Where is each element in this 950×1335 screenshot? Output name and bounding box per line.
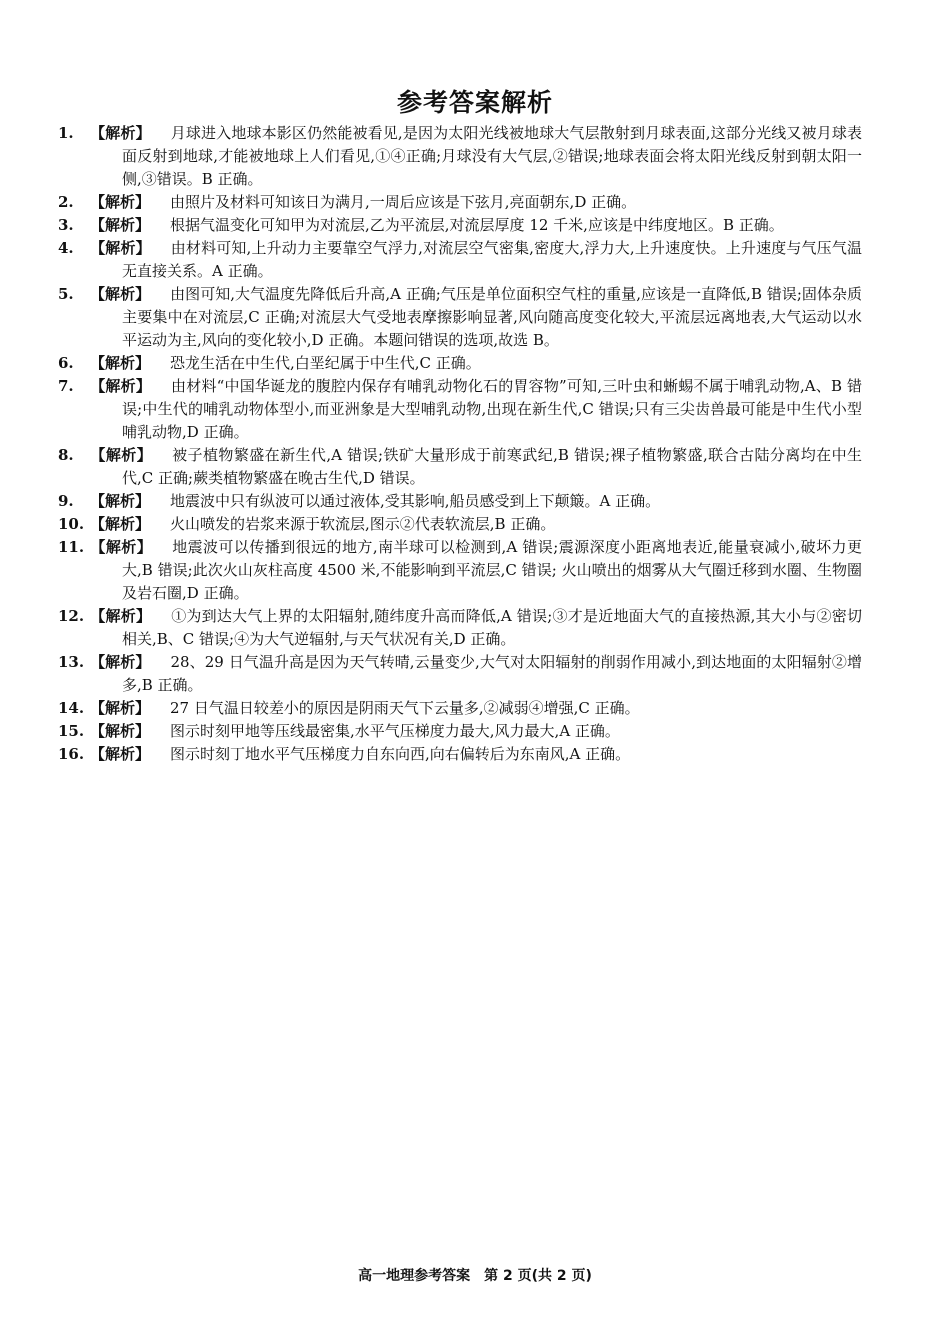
- answer-text: 图示时刻甲地等压线最密集,水平气压梯度力最大,风力最大,A 正确。: [170, 722, 620, 740]
- answer-item-2: 2. 【解析】 由照片及材料可知该日为满月,一周后应该是下弦月,亮面朝东,D 正确。: [58, 193, 637, 211]
- answer-item-15: 15. 【解析】 图示时刻甲地等压线最密集,水平气压梯度力最大,风力最大,A 正确。: [58, 722, 620, 740]
- answer-item-9: 9. 【解析】 地震波中只有纵波可以通过液体,受其影响,船员感受到上下颠簸。A 正确。: [58, 492, 661, 510]
- answer-text: 恐龙生活在中生代,白垩纪属于中生代,C 正确。: [170, 354, 481, 372]
- answer-text: 根据气温变化可知甲为对流层,乙为平流层,对流层厚度 12 千米,应该是中纬度地区。B 正确。: [170, 216, 784, 234]
- analysis-tag: 【解析】: [90, 745, 151, 763]
- answer-item-11: 11. 【解析】 地震波可以传播到很远的地方,南半球可以检测到,A 错误;震源深度小距离地表近,能量衰减小,破坏力更大,B 错误;此次火山灰柱高度 4500 米,不能影响到平流层,C 错误; 火山喷出的烟雾从大气圈迁移到水圈、生物圈及岩石圈,D 正确。: [58, 538, 862, 602]
- analysis-tag: 【解析】: [90, 538, 153, 556]
- answer-item-7: 7. 【解析】 由材料“中国华诞龙的腹腔内保存有哺乳动物化石的胃容物”可知,三叶虫和蜥蜴不属于哺乳动物,A、B 错误;中生代的哺乳动物体型小,而亚洲象是大型哺乳动物,出现在新生代,C 错误;只有三尖齿兽最可能是中生代小型哺乳动物,D 正确。: [58, 377, 862, 441]
- answer-list: [58, 122, 862, 766]
- answer-text: 火山喷发的岩浆来源于软流层,图示②代表软流层,B 正确。: [170, 515, 556, 533]
- answer-text: 图示时刻丁地水平气压梯度力自东向西,向右偏转后为东南风,A 正确。: [170, 745, 631, 763]
- answer-text: 28、29 日气温升高是因为天气转晴,云量变少,大气对太阳辐射的削弱作用减小,到达地面的太阳辐射②增多,B 正确。: [122, 653, 862, 694]
- answer-item-1: 1. 【解析】 月球进入地球本影区仍然能被看见,是因为太阳光线被地球大气层散射到月球表面,这部分光线又被月球表面反射到地球,才能被地球上人们看见,①④正确;月球没有大气层,②错误;地球表面会将太阳光线反射到朝太阳一侧,③错误。B 正确。: [58, 124, 862, 188]
- analysis-tag: 【解析】: [90, 193, 151, 211]
- analysis-tag: 【解析】: [90, 216, 151, 234]
- analysis-tag: 【解析】: [90, 354, 151, 372]
- analysis-tag: 【解析】: [90, 722, 151, 740]
- answer-text: 由图可知,大气温度先降低后升高,A 正确;气压是单位面积空气柱的重量,应该是一直降低,B 错误;固体杂质主要集中在对流层,C 正确;对流层大气受地表摩擦影响显著,风向随高度变化较大,平流层远离地表,大气运动以水平运动为主,风向的变化较小,D 正确。本题问错误的选项,故选 B。: [122, 285, 862, 349]
- analysis-tag: 【解析】: [90, 699, 151, 717]
- answer-text: ①为到达大气上界的太阳辐射,随纬度升高而降低,A 错误;③才是近地面大气的直接热源,其大小与②密切相关,B、C 错误;④为大气逆辐射,与天气状况有关,D 正确。: [122, 607, 862, 648]
- answer-text: 地震波中只有纵波可以通过液体,受其影响,船员感受到上下颠簸。A 正确。: [170, 492, 661, 510]
- analysis-tag: 【解析】: [90, 124, 151, 142]
- answer-item-3: 3. 【解析】 根据气温变化可知甲为对流层,乙为平流层,对流层厚度 12 千米,应该是中纬度地区。B 正确。: [58, 216, 784, 234]
- answer-text: 地震波可以传播到很远的地方,南半球可以检测到,A 错误;震源深度小距离地表近,能量衰减小,破坏力更大,B 错误;此次火山灰柱高度 4500 米,不能影响到平流层,C 错误; 火山喷出的烟雾从大气圈迁移到水圈、生物圈及岩石圈,D 正确。: [122, 538, 862, 602]
- answer-text: 被子植物繁盛在新生代,A 错误;铁矿大量形成于前寒武纪,B 错误;裸子植物繁盛,联合古陆分离均在中生代,C 正确;蕨类植物繁盛在晚古生代,D 错误。: [122, 446, 862, 487]
- answer-item-10: 10. 【解析】 火山喷发的岩浆来源于软流层,图示②代表软流层,B 正确。: [58, 515, 556, 533]
- analysis-tag: 【解析】: [90, 446, 153, 464]
- answer-item-8: 8. 【解析】 被子植物繁盛在新生代,A 错误;铁矿大量形成于前寒武纪,B 错误;裸子植物繁盛,联合古陆分离均在中生代,C 正确;蕨类植物繁盛在晚古生代,D 错误。: [58, 446, 862, 487]
- analysis-tag: 【解析】: [90, 377, 152, 395]
- page-footer: 高一地理参考答案 第 2 页(共 2 页): [358, 1268, 592, 1284]
- answer-text: 由材料“中国华诞龙的腹腔内保存有哺乳动物化石的胃容物”可知,三叶虫和蜥蜴不属于哺乳动物,A、B 错误;中生代的哺乳动物体型小,而亚洲象是大型哺乳动物,出现在新生代,C 错误;只有三尖齿兽最可能是中生代小型哺乳动物,D 正确。: [122, 377, 862, 441]
- answer-item-6: 6. 【解析】 恐龙生活在中生代,白垩纪属于中生代,C 正确。: [58, 354, 481, 372]
- page-title: 参考答案解析: [396, 88, 553, 117]
- answer-text: 由材料可知,上升动力主要靠空气浮力,对流层空气密集,密度大,浮力大,上升速度快。上升速度与气压气温无直接关系。A 正确。: [122, 239, 862, 280]
- analysis-tag: 【解析】: [90, 239, 151, 257]
- answer-text: 月球进入地球本影区仍然能被看见,是因为太阳光线被地球大气层散射到月球表面,这部分光线又被月球表面反射到地球,才能被地球上人们看见,①④正确;月球没有大气层,②错误;地球表面会将太阳光线反射到朝太阳一侧,③错误。B 正确。: [122, 124, 862, 188]
- answer-item-13: 13. 【解析】 28、29 日气温升高是因为天气转晴,云量变少,大气对太阳辐射的削弱作用减小,到达地面的太阳辐射②增多,B 正确。: [58, 653, 862, 694]
- answer-item-12: 12. 【解析】 ①为到达大气上界的太阳辐射,随纬度升高而降低,A 错误;③才是近地面大气的直接热源,其大小与②密切相关,B、C 错误;④为大气逆辐射,与天气状况有关,D 正确。: [58, 607, 862, 648]
- analysis-tag: 【解析】: [90, 285, 151, 303]
- answer-item-16: 16. 【解析】 图示时刻丁地水平气压梯度力自东向西,向右偏转后为东南风,A 正确。: [58, 745, 631, 763]
- analysis-tag: 【解析】: [90, 515, 151, 533]
- answer-item-5: 5. 【解析】 由图可知,大气温度先降低后升高,A 正确;气压是单位面积空气柱的重量,应该是一直降低,B 错误;固体杂质主要集中在对流层,C 正确;对流层大气受地表摩擦影响显著,风向随高度变化较大,平流层远离地表,大气运动以水平运动为主,风向的变化较小,D 正确。本题问错误的选项,故选 B。: [58, 285, 862, 349]
- answer-item-4: 4. 【解析】 由材料可知,上升动力主要靠空气浮力,对流层空气密集,密度大,浮力大,上升速度快。上升速度与气压气温无直接关系。A 正确。: [58, 239, 862, 280]
- analysis-tag: 【解析】: [90, 607, 152, 625]
- answer-text: 27 日气温日较差小的原因是阴雨天气下云量多,②减弱④增强,C 正确。: [170, 699, 640, 717]
- analysis-tag: 【解析】: [90, 653, 151, 671]
- answer-item-14: 14. 【解析】 27 日气温日较差小的原因是阴雨天气下云量多,②减弱④增强,C 正确。: [58, 699, 640, 717]
- analysis-tag: 【解析】: [90, 492, 151, 510]
- answer-text: 由照片及材料可知该日为满月,一周后应该是下弦月,亮面朝东,D 正确。: [170, 193, 637, 211]
